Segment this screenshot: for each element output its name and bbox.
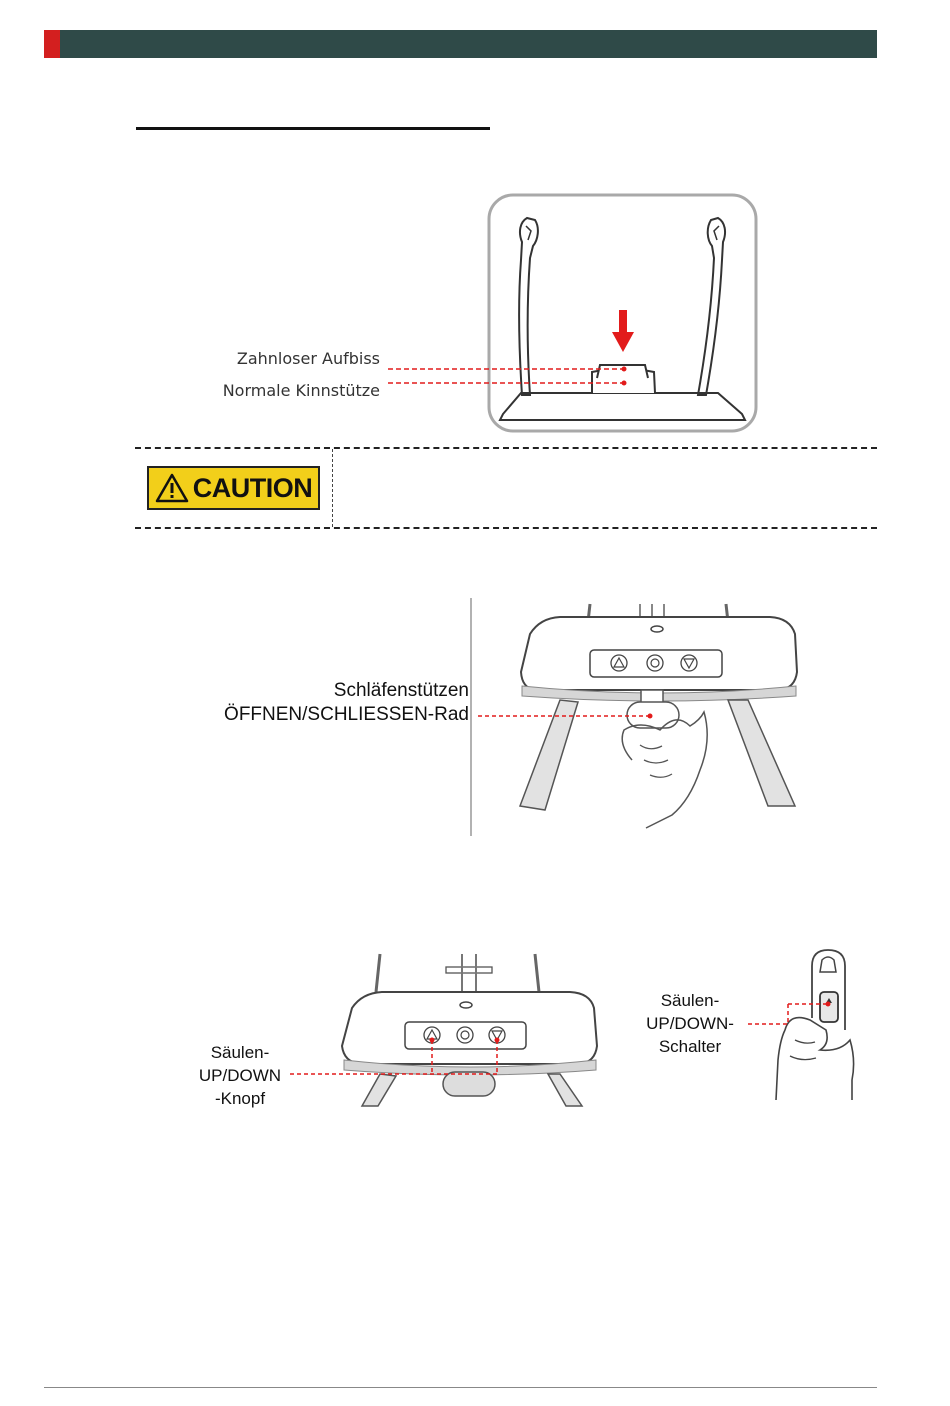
column-switch-label-line3: Schalter [658, 1037, 722, 1056]
caution-label: CAUTION [192, 472, 313, 503]
temple-wheel-label-line2: ÖFFNEN/SCHLIESSEN-Rad [224, 704, 469, 725]
column-knob-label-line2: UP/DOWN [198, 1066, 282, 1085]
footer-rule [44, 1387, 877, 1388]
edentulous-bite-label: Zahnloser Aufbiss [236, 349, 380, 368]
column-switch-label-line2: UP/DOWN- [646, 1014, 734, 1033]
column-knob-label-line3: -Knopf [214, 1089, 266, 1108]
column-switch-label-line1: Säulen- [660, 991, 720, 1010]
normal-chinrest-label: Normale Kinnstütze [222, 381, 380, 400]
temple-wheel-label-line1: Schläfenstützen [333, 680, 469, 701]
column-knob-label-line1: Säulen- [210, 1043, 270, 1062]
